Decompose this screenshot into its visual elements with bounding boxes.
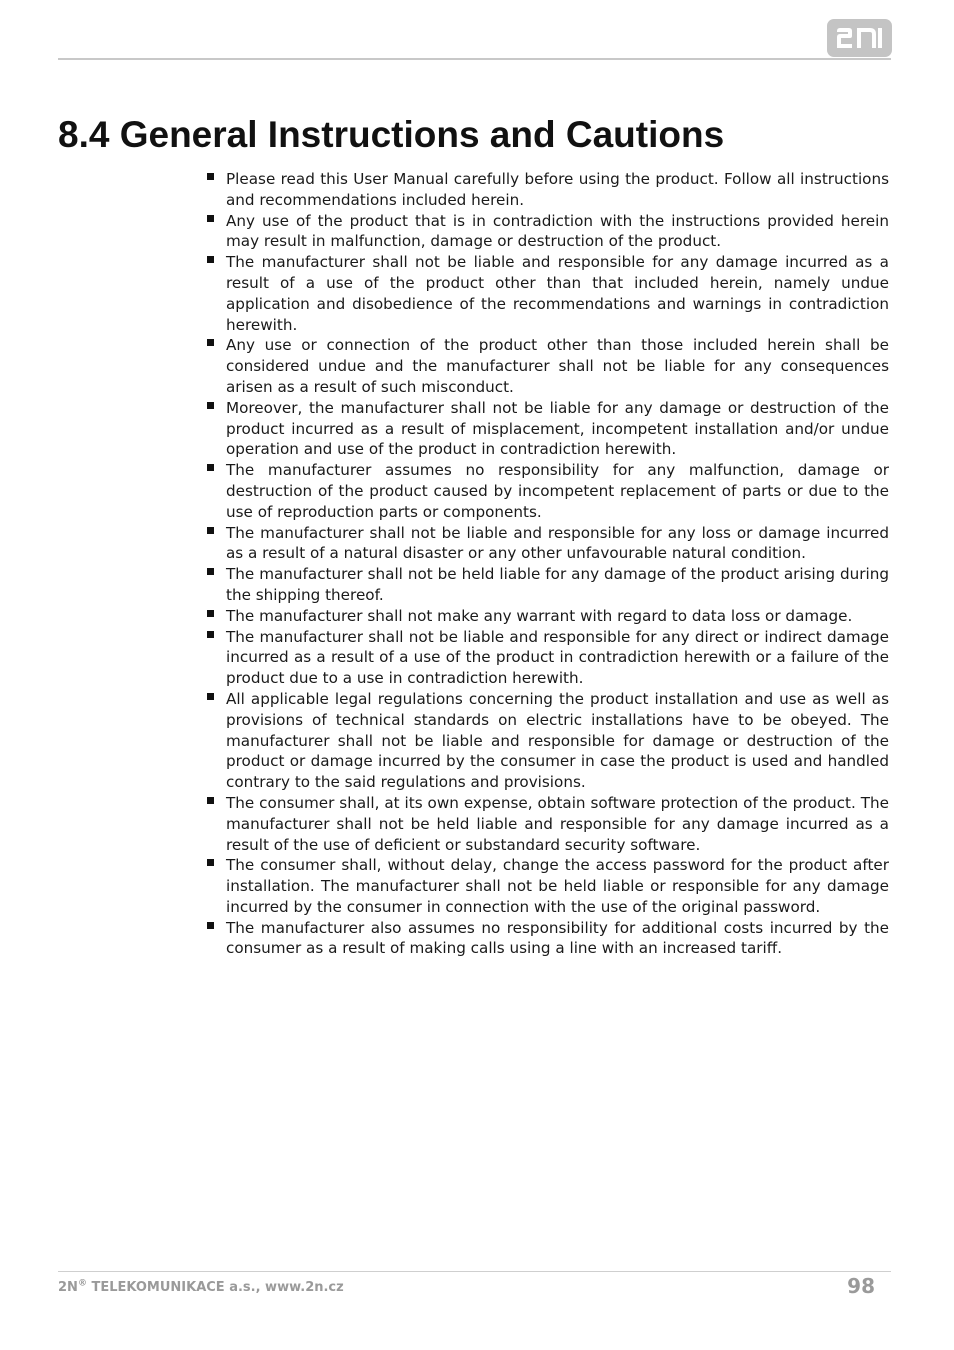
square-bullet-icon [207, 631, 214, 638]
footer-company-text: TELEKOMUNIKACE a.s., www.2n.cz [86, 1280, 344, 1295]
list-item-text: Any use of the product that is in contradiction with the instructions provided herein may result in malfunction, damage or destruction of the product. [226, 211, 889, 251]
list-item [206, 793, 889, 855]
2n-logo-icon [834, 25, 886, 51]
square-bullet-icon [207, 402, 214, 409]
list-item-text: The manufacturer also assumes no responsibility for additional costs incurred by the consumer as a result of making calls using a line with an increased tariff. [226, 918, 889, 958]
square-bullet-icon [207, 256, 214, 263]
square-bullet-icon [207, 610, 214, 617]
list-item [206, 211, 889, 253]
footer-brand: 2N [58, 1280, 78, 1295]
list-item-text: Any use or connection of the product other than those included herein shall be considered undue and the manufacturer shall not be liable for any consequences arisen as a result of such misconduct. [226, 336, 889, 396]
list-item-text: The manufacturer shall not be liable and responsible for any direct or indirect damage incurred as a result of a use of the product in contradiction herewith or a failure of the product due to a use in contradiction herewith. [226, 627, 889, 688]
square-bullet-icon [207, 527, 214, 534]
square-bullet-icon [207, 693, 214, 700]
header-divider [58, 58, 891, 60]
list-item [206, 627, 889, 689]
square-bullet-icon [207, 797, 214, 804]
square-bullet-icon [207, 339, 214, 346]
square-bullet-icon [207, 464, 214, 471]
brand-logo [827, 19, 892, 57]
list-item [206, 855, 889, 917]
list-item-text: The consumer shall, without delay, change the access password for the product after installation. The manufacturer shall not be held liable or responsible for any damage incurred by the consumer in connection with the use of the original password. [226, 856, 889, 916]
list-item [206, 169, 889, 211]
list-item [206, 523, 889, 565]
list-item [206, 689, 889, 793]
list-item [206, 564, 889, 606]
page-title: 8.4 General Instructions and Cautions [58, 114, 725, 155]
list-item [206, 335, 889, 397]
list-item-text: The consumer shall, at its own expense, obtain software protection of the product. The manufacturer shall not be held liable and responsible for any damage incurred as a result of the use of deficient or substandard security software. [226, 793, 889, 854]
list-item-text: The manufacturer shall not be liable and responsible for any damage incurred as a result of a use of the product other than that included herein, namely undue application and disobedience of the recommendations and warnings in contradiction herewith. [226, 253, 889, 334]
list-item-text: All applicable legal regulations concerning the product installation and use as well as provisions of technical standards on electric installations have to be obeyed. The manufacturer shall not be liable and responsible for damage or destruction of the product or damage incurred by the consumer in case the product is used and handled contrary to the said regulations and provisions. [226, 689, 889, 792]
list-item-text: The manufacturer shall not be held liable for any damage of the product arising during the shipping thereof. [226, 565, 889, 604]
list-item [206, 398, 889, 460]
square-bullet-icon [207, 568, 214, 575]
cautions-list [206, 169, 889, 959]
page-number: 98 [847, 1274, 875, 1298]
list-item-text: Moreover, the manufacturer shall not be liable for any damage or destruction of the product incurred as a result of misplacement, incompetent installation and/or undue operation and use of the product in contradiction herewith. [226, 398, 889, 459]
square-bullet-icon [207, 859, 214, 866]
footer-company [58, 1279, 344, 1297]
square-bullet-icon [207, 173, 214, 180]
list-item [206, 606, 889, 627]
list-item [206, 918, 889, 960]
square-bullet-icon [207, 922, 214, 929]
list-item [206, 460, 889, 522]
list-item [206, 252, 889, 335]
list-item-text: The manufacturer assumes no responsibility for any malfunction, damage or destruction of the product caused by incompetent replacement of parts or due to the use of reproduction parts or components. [226, 461, 889, 521]
registered-mark: ® [77, 1278, 87, 1289]
list-item-text: The manufacturer shall not make any warrant with regard to data loss or damage. [226, 606, 853, 625]
square-bullet-icon [207, 215, 214, 222]
list-item-text: Please read this User Manual carefully before using the product. Follow all instructions and recommendations included herein. [226, 170, 889, 209]
footer-divider [58, 1271, 891, 1272]
list-item-text: The manufacturer shall not be liable and responsible for any loss or damage incurred as a result of a natural disaster or any other unfavourable natural condition. [226, 523, 889, 563]
